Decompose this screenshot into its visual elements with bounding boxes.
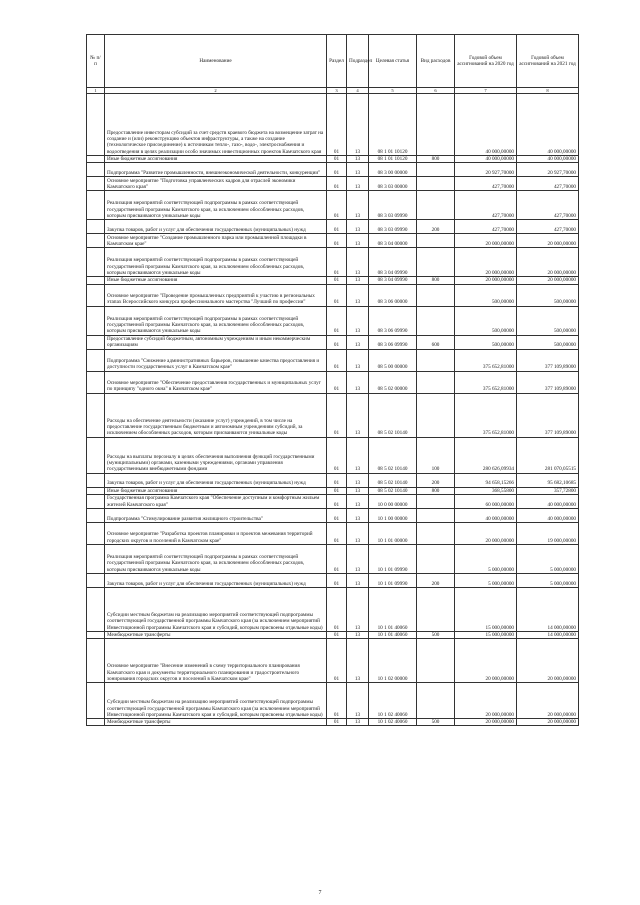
amount-2020-cell: 15 000,00000 xyxy=(455,587,517,631)
amount-2021-cell: 377 109,89000 xyxy=(517,393,579,437)
target-article-cell: 08 5 02 10140 xyxy=(369,437,417,473)
row-index-cell xyxy=(87,335,105,349)
target-article-cell: 10 0 00 00000 xyxy=(369,494,417,508)
table-row xyxy=(87,277,579,284)
table-row xyxy=(87,177,579,191)
razdel-cell: 01 xyxy=(327,94,347,156)
item-name-cell: Основное мероприятие "Внесение изменений в схему территориального планирования Камчатского края и документы территориального планирования и градостроительного зонирования городских округов и поселений в Камчатском крае" xyxy=(105,639,327,683)
table-row xyxy=(87,473,579,487)
amount-2021-cell: 500,00000 xyxy=(517,335,579,349)
target-article-cell: 08 5 00 00000 xyxy=(369,349,417,371)
amount-2020-cell: 5 000,00000 xyxy=(455,573,517,587)
target-article-cell: 10 1 02 40060 xyxy=(369,719,417,726)
target-article-cell: 10 1 01 09990 xyxy=(369,544,417,573)
item-name-cell: Иные бюджетные ассигнования xyxy=(105,487,327,494)
razdel-cell: 01 xyxy=(327,306,347,335)
row-index-cell xyxy=(87,306,105,335)
row-index-cell xyxy=(87,587,105,631)
table-row xyxy=(87,683,579,719)
header-year-2020: Годовой объем ассигнований на 2020 год xyxy=(455,35,517,88)
row-index-cell xyxy=(87,156,105,163)
page-number: 7 xyxy=(318,890,322,896)
amount-2020-cell: 60 000,00000 xyxy=(455,494,517,508)
podrazdel-cell: 13 xyxy=(347,487,369,494)
target-article-cell: 08 3 03 00000 xyxy=(369,177,417,191)
podrazdel-cell: 13 xyxy=(347,719,369,726)
amount-2020-cell: 375 652,81000 xyxy=(455,371,517,393)
expense-type-cell xyxy=(417,544,455,573)
row-index-cell xyxy=(87,522,105,544)
row-index-cell xyxy=(87,494,105,508)
amount-2020-cell: 20 000,00000 xyxy=(455,277,517,284)
amount-2021-cell: 427,70000 xyxy=(517,220,579,234)
expense-type-cell xyxy=(417,177,455,191)
item-name-cell: Основное мероприятие "Разработка проектов планировки и проектов межевания территорий городских округов и поселений в Камчатском крае" xyxy=(105,522,327,544)
expense-type-cell: 500 xyxy=(417,719,455,726)
amount-2020-cell: 20 000,00000 xyxy=(455,639,517,683)
table-row xyxy=(87,719,579,726)
table-row xyxy=(87,371,579,393)
amount-2021-cell: 377 109,89000 xyxy=(517,349,579,371)
row-index-cell xyxy=(87,191,105,220)
table-row xyxy=(87,522,579,544)
razdel-cell: 01 xyxy=(327,683,347,719)
table-row xyxy=(87,508,579,522)
razdel-cell: 01 xyxy=(327,437,347,473)
row-index-cell xyxy=(87,487,105,494)
razdel-cell: 01 xyxy=(327,544,347,573)
item-name-cell: Основное мероприятие "Проведение промышленных предприятий к участию в региональных этапах Всероссийского конкурса профессионального мастерства "Лучший по профессии" xyxy=(105,284,327,306)
amount-2021-cell: 40 000,00000 xyxy=(517,508,579,522)
target-article-cell: 08 3 06 09990 xyxy=(369,306,417,335)
expense-type-cell xyxy=(417,163,455,177)
row-index-cell xyxy=(87,220,105,234)
table-header-row xyxy=(87,35,579,88)
amount-2021-cell: 427,70000 xyxy=(517,177,579,191)
podrazdel-cell: 13 xyxy=(347,94,369,156)
expense-type-cell xyxy=(417,683,455,719)
podrazdel-cell: 13 xyxy=(347,335,369,349)
razdel-cell: 01 xyxy=(327,156,347,163)
razdel-cell: 01 xyxy=(327,277,347,284)
amount-2021-cell: 20 000,00000 xyxy=(517,719,579,726)
amount-2020-cell: 368,55800 xyxy=(455,487,517,494)
podrazdel-cell: 13 xyxy=(347,437,369,473)
razdel-cell: 01 xyxy=(327,284,347,306)
amount-2021-cell: 5 000,00000 xyxy=(517,544,579,573)
item-name-cell: Иные бюджетные ассигнования xyxy=(105,277,327,284)
razdel-cell: 01 xyxy=(327,371,347,393)
amount-2021-cell: 281 070,05515 xyxy=(517,437,579,473)
podrazdel-cell: 13 xyxy=(347,284,369,306)
row-index-cell xyxy=(87,163,105,177)
item-name-cell: Субсидии местным бюджетам на реализацию мероприятий соответствующей подпрограммы соответствующей государственной программы Камчатского края (за исключением мероприятий Инвестиционной программы Камчатского края и субсидий, которым присвоены отдельные коды) xyxy=(105,587,327,631)
expense-type-cell: 800 xyxy=(417,156,455,163)
column-number: 8 xyxy=(517,88,579,94)
podrazdel-cell: 13 xyxy=(347,248,369,277)
expense-type-cell xyxy=(417,234,455,248)
table-row xyxy=(87,487,579,494)
item-name-cell: Субсидии местным бюджетам на реализацию мероприятий соответствующей подпрограммы соответствующей государственной программы Камчатского края (за исключением мероприятий Инвестиционной программы Камчатского края и субсидий, которым присвоены отдельные коды) xyxy=(105,683,327,719)
expense-type-cell xyxy=(417,191,455,220)
item-name-cell: Расходы на выплаты персоналу в целях обеспечения выполнения функций государственными (муниципальными) органами, казенными учреждениями, органами управления государственными внебюджетными фондами xyxy=(105,437,327,473)
expense-type-cell: 200 xyxy=(417,573,455,587)
amount-2021-cell: 5 000,00000 xyxy=(517,573,579,587)
item-name-cell: Государственная программа Камчатского края "Обеспечение доступным и комфортным жильем жителей Камчатского края" xyxy=(105,494,327,508)
row-index-cell xyxy=(87,473,105,487)
item-name-cell: Подпрограмма "Снижение административных барьеров, повышение качества предоставления и доступности государственных услуг в Камчатском крае" xyxy=(105,349,327,371)
amount-2021-cell: 40 000,00000 xyxy=(517,156,579,163)
row-index-cell xyxy=(87,508,105,522)
expense-type-cell: 200 xyxy=(417,473,455,487)
item-name-cell: Подпрограмма "Стимулирование развития жилищного строительства" xyxy=(105,508,327,522)
amount-2020-cell: 15 000,00000 xyxy=(455,631,517,638)
table-row xyxy=(87,156,579,163)
target-article-cell: 10 1 00 00000 xyxy=(369,508,417,522)
row-index-cell xyxy=(87,683,105,719)
amount-2021-cell: 95 682,10685 xyxy=(517,473,579,487)
amount-2020-cell: 427,70000 xyxy=(455,177,517,191)
column-number: 7 xyxy=(455,88,517,94)
table-row xyxy=(87,587,579,631)
item-name-cell: Предоставление инвесторам субсидий за счет средств краевого бюджета на возмещение затрат на создание и (или) реконструкцию объектов инфраструктуры, а также на создание (технологическое присоединение) к источникам тепло-, газо-, водо-, электроснабжения и водоотведения в целях реализации особо значимых инвестиционных проектов Камчатского края xyxy=(105,94,327,156)
amount-2020-cell: 375 652,81000 xyxy=(455,393,517,437)
expense-type-cell xyxy=(417,94,455,156)
item-name-cell: Иные бюджетные ассигнования xyxy=(105,156,327,163)
amount-2020-cell: 427,70000 xyxy=(455,220,517,234)
amount-2020-cell: 280 626,09934 xyxy=(455,437,517,473)
target-article-cell: 08 3 03 09990 xyxy=(369,191,417,220)
amount-2020-cell: 20 000,00000 xyxy=(455,522,517,544)
row-index-cell xyxy=(87,393,105,437)
header-name: Наименование xyxy=(105,35,327,88)
amount-2020-cell: 5 000,00000 xyxy=(455,544,517,573)
amount-2020-cell: 500,00000 xyxy=(455,335,517,349)
razdel-cell: 01 xyxy=(327,719,347,726)
item-name-cell: Закупка товаров, работ и услуг для обеспечения государственных (муниципальных) нужд xyxy=(105,220,327,234)
target-article-cell: 08 3 06 00000 xyxy=(369,284,417,306)
item-name-cell: Основное мероприятие "Создание промышленного парка или промышленной площадки в Камчатском крае" xyxy=(105,234,327,248)
podrazdel-cell: 13 xyxy=(347,393,369,437)
expense-type-cell xyxy=(417,587,455,631)
table-row xyxy=(87,573,579,587)
expense-type-cell xyxy=(417,371,455,393)
header-razdel: Раздел xyxy=(327,35,347,88)
target-article-cell: 08 3 03 09990 xyxy=(369,220,417,234)
amount-2021-cell: 427,70000 xyxy=(517,191,579,220)
item-name-cell: Предоставление субсидий бюджетным, автономным учреждениям и иным некоммерческим организациям xyxy=(105,335,327,349)
target-article-cell: 08 5 02 10140 xyxy=(369,487,417,494)
target-article-cell: 10 1 02 40060 xyxy=(369,683,417,719)
row-index-cell xyxy=(87,277,105,284)
podrazdel-cell: 13 xyxy=(347,544,369,573)
item-name-cell: Реализация мероприятий соответствующей подпрограммы в рамках соответствующей государственной программы Камчатского края, за исключением обособленных расходов, которым присваиваются уникальные коды xyxy=(105,191,327,220)
column-number: 3 xyxy=(327,88,347,94)
podrazdel-cell: 13 xyxy=(347,573,369,587)
amount-2021-cell: 20 000,00000 xyxy=(517,639,579,683)
table-row xyxy=(87,631,579,638)
amount-2021-cell: 500,00000 xyxy=(517,306,579,335)
row-index-cell xyxy=(87,284,105,306)
table-row xyxy=(87,94,579,156)
item-name-cell: Подпрограмма "Развитие промышленности, внешнеэкономической деятельности, конкуренции" xyxy=(105,163,327,177)
table-row xyxy=(87,335,579,349)
expense-type-cell xyxy=(417,248,455,277)
column-number: 2 xyxy=(105,88,327,94)
table-row xyxy=(87,220,579,234)
expense-type-cell: 800 xyxy=(417,277,455,284)
amount-2021-cell: 500,00000 xyxy=(517,284,579,306)
expense-type-cell xyxy=(417,522,455,544)
item-name-cell: Межбюджетные трансферты xyxy=(105,719,327,726)
amount-2020-cell: 94 658,15266 xyxy=(455,473,517,487)
razdel-cell: 01 xyxy=(327,335,347,349)
table-row xyxy=(87,393,579,437)
amount-2020-cell: 375 652,81000 xyxy=(455,349,517,371)
amount-2020-cell: 20 927,70000 xyxy=(455,163,517,177)
row-index-cell xyxy=(87,371,105,393)
target-article-cell: 10 1 01 00000 xyxy=(369,522,417,544)
header-year-2021: Годовой объем ассигнований на 2021 год xyxy=(517,35,579,88)
razdel-cell: 01 xyxy=(327,163,347,177)
target-article-cell: 10 1 01 40060 xyxy=(369,631,417,638)
razdel-cell: 01 xyxy=(327,248,347,277)
table-row xyxy=(87,163,579,177)
expense-type-cell xyxy=(417,306,455,335)
target-article-cell: 10 1 01 09990 xyxy=(369,573,417,587)
item-name-cell: Основное мероприятие "Подготовка управленческих кадров для отраслей экономики Камчатского края" xyxy=(105,177,327,191)
amount-2020-cell: 40 000,00000 xyxy=(455,156,517,163)
row-index-cell xyxy=(87,573,105,587)
amount-2021-cell: 40 000,00000 xyxy=(517,94,579,156)
podrazdel-cell: 13 xyxy=(347,508,369,522)
amount-2020-cell: 40 000,00000 xyxy=(455,94,517,156)
table-row xyxy=(87,639,579,683)
razdel-cell: 01 xyxy=(327,349,347,371)
target-article-cell: 08 5 02 10140 xyxy=(369,393,417,437)
podrazdel-cell: 13 xyxy=(347,587,369,631)
amount-2021-cell: 20 000,00000 xyxy=(517,234,579,248)
target-article-cell: 08 5 02 10140 xyxy=(369,473,417,487)
razdel-cell: 01 xyxy=(327,473,347,487)
podrazdel-cell: 13 xyxy=(347,306,369,335)
razdel-cell: 01 xyxy=(327,234,347,248)
item-name-cell: Реализация мероприятий соответствующей подпрограммы в рамках соответствующей государственной программы Камчатского края, за исключением обособленных расходов, которым присваиваются уникальные коды xyxy=(105,306,327,335)
podrazdel-cell: 13 xyxy=(347,191,369,220)
amount-2021-cell: 20 000,00000 xyxy=(517,683,579,719)
header-expense-type: Вид расходов xyxy=(417,35,455,88)
column-number: 5 xyxy=(369,88,417,94)
target-article-cell: 08 1 01 10120 xyxy=(369,156,417,163)
header-podrazdel: Подраздел xyxy=(347,35,369,88)
razdel-cell: 01 xyxy=(327,639,347,683)
target-article-cell: 08 3 04 09990 xyxy=(369,248,417,277)
podrazdel-cell: 13 xyxy=(347,639,369,683)
amount-2020-cell: 20 000,00000 xyxy=(455,719,517,726)
razdel-cell: 01 xyxy=(327,508,347,522)
razdel-cell: 01 xyxy=(327,494,347,508)
target-article-cell: 10 1 01 40060 xyxy=(369,587,417,631)
podrazdel-cell: 13 xyxy=(347,494,369,508)
row-index-cell xyxy=(87,94,105,156)
target-article-cell: 08 5 02 00000 xyxy=(369,371,417,393)
expense-type-cell: 800 xyxy=(417,487,455,494)
amount-2020-cell: 20 000,00000 xyxy=(455,234,517,248)
razdel-cell: 01 xyxy=(327,587,347,631)
header-target-article: Целевая статья xyxy=(369,35,417,88)
podrazdel-cell: 13 xyxy=(347,156,369,163)
row-index-cell xyxy=(87,349,105,371)
amount-2020-cell: 427,70000 xyxy=(455,191,517,220)
amount-2020-cell: 500,00000 xyxy=(455,284,517,306)
amount-2021-cell: 14 000,00000 xyxy=(517,631,579,638)
row-index-cell xyxy=(87,544,105,573)
amount-2021-cell: 20 000,00000 xyxy=(517,277,579,284)
razdel-cell: 01 xyxy=(327,191,347,220)
podrazdel-cell: 13 xyxy=(347,220,369,234)
razdel-cell: 01 xyxy=(327,487,347,494)
table-row xyxy=(87,248,579,277)
podrazdel-cell: 13 xyxy=(347,683,369,719)
podrazdel-cell: 13 xyxy=(347,631,369,638)
razdel-cell: 01 xyxy=(327,220,347,234)
row-index-cell xyxy=(87,639,105,683)
razdel-cell: 01 xyxy=(327,177,347,191)
podrazdel-cell: 13 xyxy=(347,349,369,371)
amount-2021-cell: 40 000,00000 xyxy=(517,494,579,508)
header-num: № п/п xyxy=(87,35,105,88)
podrazdel-cell: 13 xyxy=(347,163,369,177)
table-row xyxy=(87,544,579,573)
razdel-cell: 01 xyxy=(327,631,347,638)
amount-2021-cell: 19 000,00000 xyxy=(517,522,579,544)
razdel-cell: 01 xyxy=(327,573,347,587)
podrazdel-cell: 13 xyxy=(347,371,369,393)
item-name-cell: Закупка товаров, работ и услуг для обеспечения государственных (муниципальных) нужд xyxy=(105,573,327,587)
podrazdel-cell: 13 xyxy=(347,234,369,248)
expense-type-cell: 200 xyxy=(417,220,455,234)
table-row xyxy=(87,284,579,306)
item-name-cell: Расходы на обеспечение деятельности (оказание услуг) учреждений, в том числе на предоставление государственным бюджетным и автономным учреждениям субсидий, за исключением обособленных расходов, которым присваиваются уникальные коды xyxy=(105,393,327,437)
expense-type-cell: 100 xyxy=(417,437,455,473)
column-number: 6 xyxy=(417,88,455,94)
row-index-cell xyxy=(87,234,105,248)
podrazdel-cell: 13 xyxy=(347,473,369,487)
table-row xyxy=(87,437,579,473)
razdel-cell: 01 xyxy=(327,393,347,437)
amount-2021-cell: 20 000,00000 xyxy=(517,248,579,277)
item-name-cell: Основное мероприятие "Обеспечение предоставления государственных и муниципальных услуг по принципу "одного окна" в Камчатском крае" xyxy=(105,371,327,393)
expense-type-cell xyxy=(417,508,455,522)
column-number: 1 xyxy=(87,88,105,94)
item-name-cell: Закупка товаров, работ и услуг для обеспечения государственных (муниципальных) нужд xyxy=(105,473,327,487)
item-name-cell: Реализация мероприятий соответствующей подпрограммы в рамках соответствующей государственной программы Камчатского края, за исключением обособленных расходов, которым присваиваются уникальные коды xyxy=(105,544,327,573)
amount-2021-cell: 20 927,70000 xyxy=(517,163,579,177)
podrazdel-cell: 13 xyxy=(347,277,369,284)
expense-type-cell xyxy=(417,349,455,371)
podrazdel-cell: 13 xyxy=(347,177,369,191)
row-index-cell xyxy=(87,248,105,277)
expense-type-cell xyxy=(417,494,455,508)
item-name-cell: Межбюджетные трансферты xyxy=(105,631,327,638)
amount-2020-cell: 40 000,00000 xyxy=(455,508,517,522)
item-name-cell: Реализация мероприятий соответствующей подпрограммы в рамках соответствующей государственной программы Камчатского края, за исключением обособленных расходов, которым присваиваются уникальные коды xyxy=(105,248,327,277)
amount-2020-cell: 500,00000 xyxy=(455,306,517,335)
row-index-cell xyxy=(87,631,105,638)
table-row xyxy=(87,306,579,335)
target-article-cell: 08 3 04 09990 xyxy=(369,277,417,284)
amount-2021-cell: 14 000,00000 xyxy=(517,587,579,631)
expense-type-cell xyxy=(417,393,455,437)
expense-type-cell xyxy=(417,639,455,683)
amount-2020-cell: 20 000,00000 xyxy=(455,683,517,719)
podrazdel-cell: 13 xyxy=(347,522,369,544)
target-article-cell: 10 1 02 00000 xyxy=(369,639,417,683)
amount-2020-cell: 20 000,00000 xyxy=(455,248,517,277)
table-row xyxy=(87,234,579,248)
expense-type-cell xyxy=(417,284,455,306)
table-row xyxy=(87,191,579,220)
row-index-cell xyxy=(87,177,105,191)
budget-table xyxy=(86,34,579,726)
column-number: 4 xyxy=(347,88,369,94)
amount-2021-cell: 357,72800 xyxy=(517,487,579,494)
target-article-cell: 08 1 01 10120 xyxy=(369,94,417,156)
table-row xyxy=(87,349,579,371)
target-article-cell: 08 3 04 00000 xyxy=(369,234,417,248)
table-body xyxy=(87,94,579,726)
amount-2021-cell: 377 109,89000 xyxy=(517,371,579,393)
budget-table-sheet xyxy=(86,34,578,726)
razdel-cell: 01 xyxy=(327,522,347,544)
expense-type-cell: 600 xyxy=(417,335,455,349)
target-article-cell: 08 3 06 09990 xyxy=(369,335,417,349)
target-article-cell: 08 3 00 00000 xyxy=(369,163,417,177)
row-index-cell xyxy=(87,437,105,473)
expense-type-cell: 500 xyxy=(417,631,455,638)
row-index-cell xyxy=(87,719,105,726)
table-row xyxy=(87,494,579,508)
